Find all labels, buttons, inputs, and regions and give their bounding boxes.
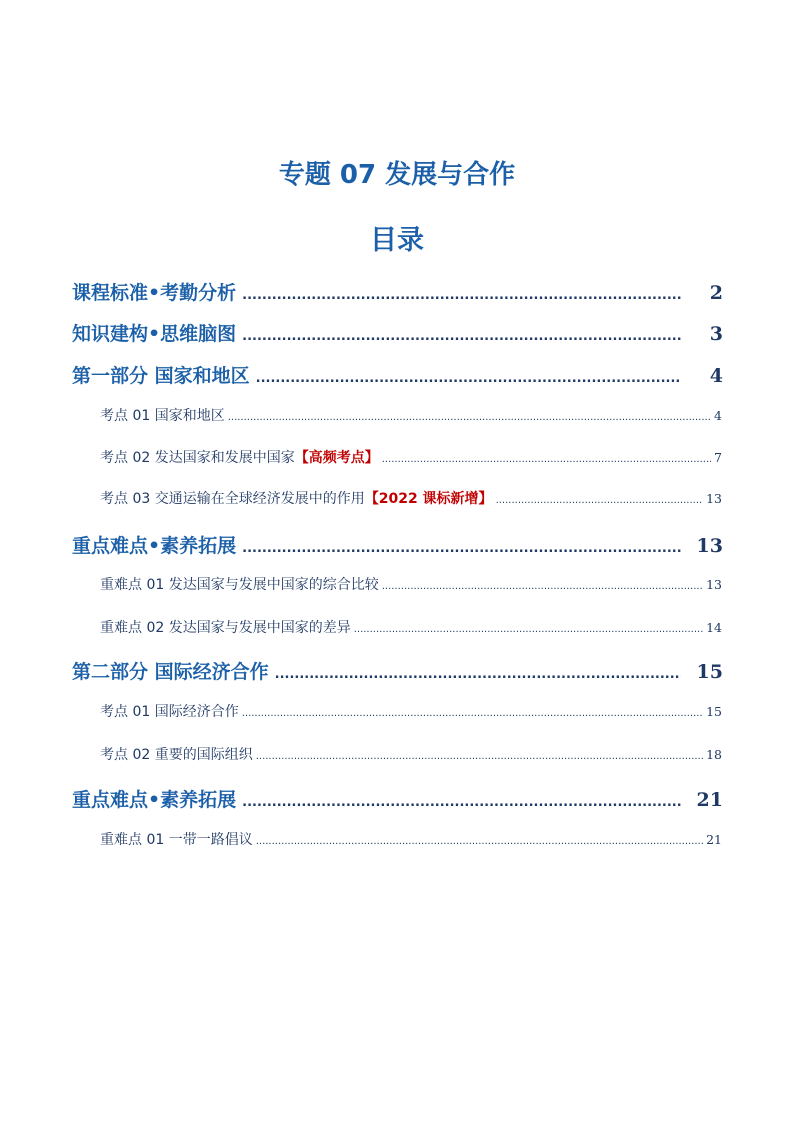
toc-subentry-label: 考点 02 发达国家和发展中国家 <box>100 450 295 466</box>
toc-entry[interactable] <box>72 278 723 305</box>
toc-subentry-label: 重难点 02 发达国家与发展中国家的差异 <box>100 620 351 636</box>
toc-subentry-tag: 【高频考点】 <box>294 450 379 466</box>
toc-entry-label: 课程标准•考勤分析 <box>72 282 237 304</box>
toc-leader-dots <box>275 667 681 682</box>
toc-subentry-label: 考点 01 国家和地区 <box>100 408 225 424</box>
toc-leader-dots <box>354 624 703 635</box>
toc-page-number: 4 <box>714 408 722 423</box>
toc-leader-dots <box>242 541 681 556</box>
toc-subentry-label: 重难点 01 发达国家与发展中国家的综合比较 <box>100 577 379 593</box>
toc-leader-dots <box>256 836 703 847</box>
toc-subentry[interactable] <box>100 701 722 721</box>
toc-page-number: 4 <box>709 365 723 387</box>
toc-page-number: 7 <box>714 450 722 465</box>
toc-entry[interactable] <box>72 319 723 346</box>
toc-leader-dots <box>256 751 703 762</box>
toc-page-number: 21 <box>706 832 722 847</box>
toc-subentry[interactable] <box>100 744 722 764</box>
toc-subentry-tag: 【2022 课标新增】 <box>364 491 493 507</box>
toc-page-number: 18 <box>706 747 722 762</box>
document-title: 专题 07 发展与合作 <box>278 160 516 190</box>
toc-page-number: 15 <box>696 661 723 683</box>
toc-subentry-label: 考点 01 国际经济合作 <box>100 704 239 720</box>
toc-subentry-label: 考点 02 重要的国际组织 <box>100 747 253 763</box>
toc-page-number: 2 <box>709 282 723 304</box>
toc-subentry[interactable] <box>100 405 722 425</box>
toc-page-number: 13 <box>706 577 722 592</box>
toc-page-number: 21 <box>696 789 723 811</box>
toc-entry[interactable] <box>72 657 723 684</box>
toc-entry-label: 第一部分 国家和地区 <box>72 365 250 387</box>
toc-page-number: 13 <box>706 491 722 506</box>
toc-subentry[interactable] <box>100 617 722 637</box>
toc-entry[interactable] <box>72 785 723 812</box>
toc-heading: 目录 <box>370 225 424 256</box>
toc-subentry-label: 重难点 01 一带一路倡议 <box>100 832 253 848</box>
toc-subentry[interactable] <box>100 447 722 467</box>
toc-page-number: 15 <box>706 704 722 719</box>
toc-page-number: 13 <box>696 535 723 557</box>
toc-page-number: 3 <box>709 323 723 345</box>
toc-subentry[interactable] <box>100 488 722 508</box>
toc-entry-label: 重点难点•素养拓展 <box>72 789 237 811</box>
toc-leader-dots <box>242 329 681 344</box>
toc-leader-dots <box>382 454 711 465</box>
toc-entry[interactable] <box>72 531 723 558</box>
toc-entry-label: 第二部分 国际经济合作 <box>72 661 269 683</box>
toc-leader-dots <box>228 412 711 423</box>
toc-entry-label: 知识建构•思维脑图 <box>72 323 237 345</box>
toc-leader-dots <box>242 288 681 303</box>
toc-leader-dots <box>382 581 703 592</box>
toc-subentry[interactable] <box>100 574 722 594</box>
toc-leader-dots <box>256 371 681 386</box>
toc-leader-dots <box>496 495 704 506</box>
toc-entry[interactable] <box>72 361 723 388</box>
toc-subentry-label: 考点 03 交通运输在全球经济发展中的作用 <box>100 491 365 507</box>
toc-leader-dots <box>242 708 703 719</box>
toc-page-number: 14 <box>706 620 722 635</box>
toc-subentry[interactable] <box>100 829 722 849</box>
toc-leader-dots <box>242 795 681 810</box>
toc-entry-label: 重点难点•素养拓展 <box>72 535 237 557</box>
